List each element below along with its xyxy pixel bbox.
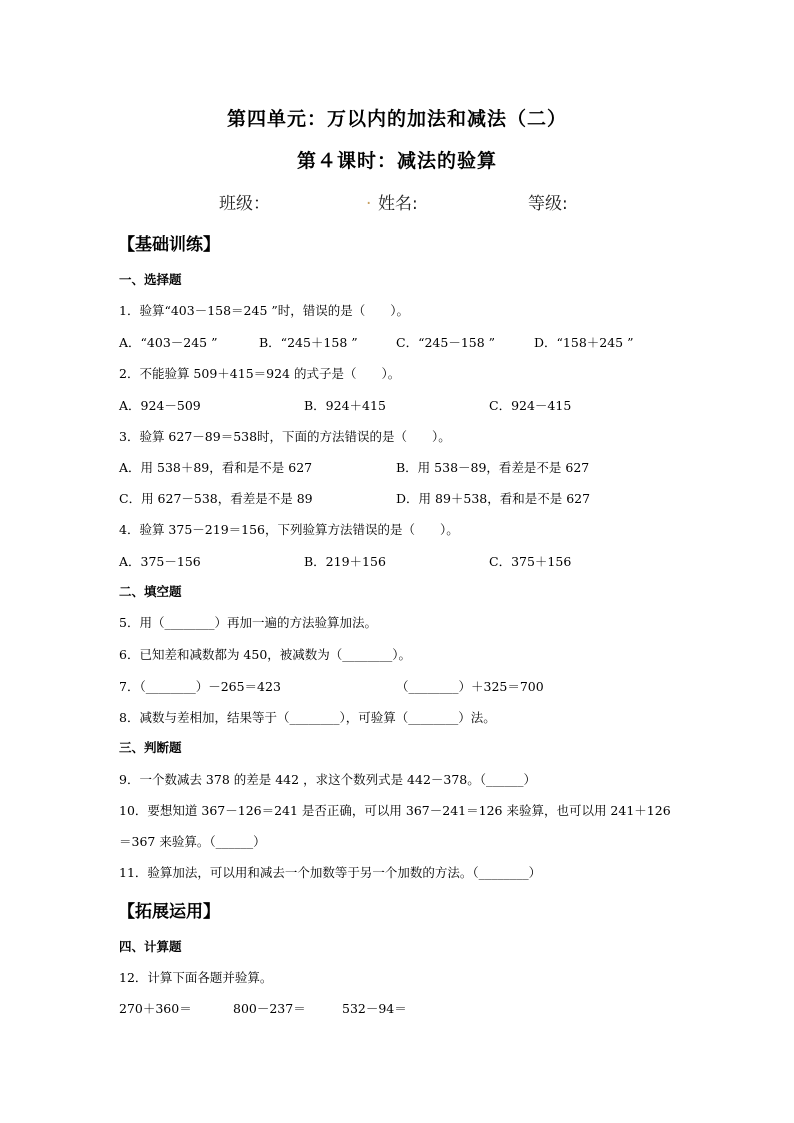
question-8: 8．减数与差相加，结果等于（________），可验算（________）法。	[119, 710, 496, 725]
name-label: 姓名:	[378, 194, 418, 214]
section-basic-training: 【基础训练】	[118, 235, 220, 255]
question-12: 12．计算下面各题并验算。	[119, 970, 273, 985]
lesson-subtitle: 第４课时：减法的验算	[296, 150, 497, 172]
question-7b: （________）＋325＝700	[396, 679, 544, 694]
question-3: 3．验算 627－89＝538时，下面的方法错误的是（ ）。	[119, 429, 451, 444]
calc-item: 800－237＝	[233, 1001, 306, 1016]
question-7a: 7．（________）－265＝423	[119, 679, 281, 694]
question-4: 4．验算 375－219＝156，下列验算方法错误的是（ ）。	[119, 522, 459, 537]
section-extended-application: 【拓展运用】	[118, 902, 220, 922]
question-6: 6．已知差和减数都为 450，被减数为（________）。	[119, 647, 412, 662]
q1-option-d: D．“158＋245 ”	[534, 335, 634, 350]
q2-option-c: C．924－415	[489, 398, 572, 413]
question-2: 2．不能验算 509＋415＝924 的式子是（ ）。	[119, 366, 401, 381]
calc-item: 532－94＝	[342, 1001, 407, 1016]
q4-option-a: A．375－156	[119, 554, 201, 569]
question-10-line2: ＝367 来验算。（______）	[119, 834, 266, 849]
worksheet-title: 第四单元：万以内的加法和减法（二）	[226, 108, 567, 130]
question-1: 1．验算“403－158＝245 ”时，错误的是（ ）。	[119, 303, 410, 318]
class-label: 班级：	[219, 194, 270, 214]
question-9: 9．一个数减去 378 的差是 442 ，求这个数列式是 442－378。（______）	[119, 772, 537, 787]
grade-label: 等级:	[528, 194, 568, 214]
q3-option-b: B．用 538－89，看差是不是 627	[396, 460, 590, 475]
q4-option-c: C．375＋156	[489, 554, 572, 569]
question-11: 11．验算加法，可以用和减去一个加数等于另一个加数的方法。（________）	[119, 865, 542, 880]
q2-option-a: A．924－509	[119, 398, 201, 413]
calc-item: 270＋360＝	[119, 1001, 192, 1016]
question-10-line1: 10．要想知道 367－126＝241 是否正确，可以用 367－241＝126 来验算，也可以用 241＋126	[119, 803, 671, 818]
separator-dot: .	[366, 189, 372, 209]
choice-heading: 一、选择题	[119, 272, 182, 287]
q1-option-b: B．“245＋158 ”	[259, 335, 358, 350]
q3-option-d: D．用 89＋538，看和是不是 627	[396, 491, 591, 506]
question-5: 5．用（________）再加一遍的方法验算加法。	[119, 615, 377, 630]
q3-option-a: A．用 538＋89，看和是不是 627	[119, 460, 313, 475]
fill-heading: 二、填空题	[119, 584, 182, 599]
judge-heading: 三、判断题	[119, 740, 182, 755]
q1-option-a: A．“403－245 ”	[119, 335, 218, 350]
q4-option-b: B．219＋156	[304, 554, 386, 569]
calc-heading: 四、计算题	[119, 939, 182, 954]
q3-option-c: C．用 627－538，看差是不是 89	[119, 491, 313, 506]
q1-option-c: C．“245－158 ”	[396, 335, 496, 350]
q2-option-b: B．924＋415	[304, 398, 386, 413]
